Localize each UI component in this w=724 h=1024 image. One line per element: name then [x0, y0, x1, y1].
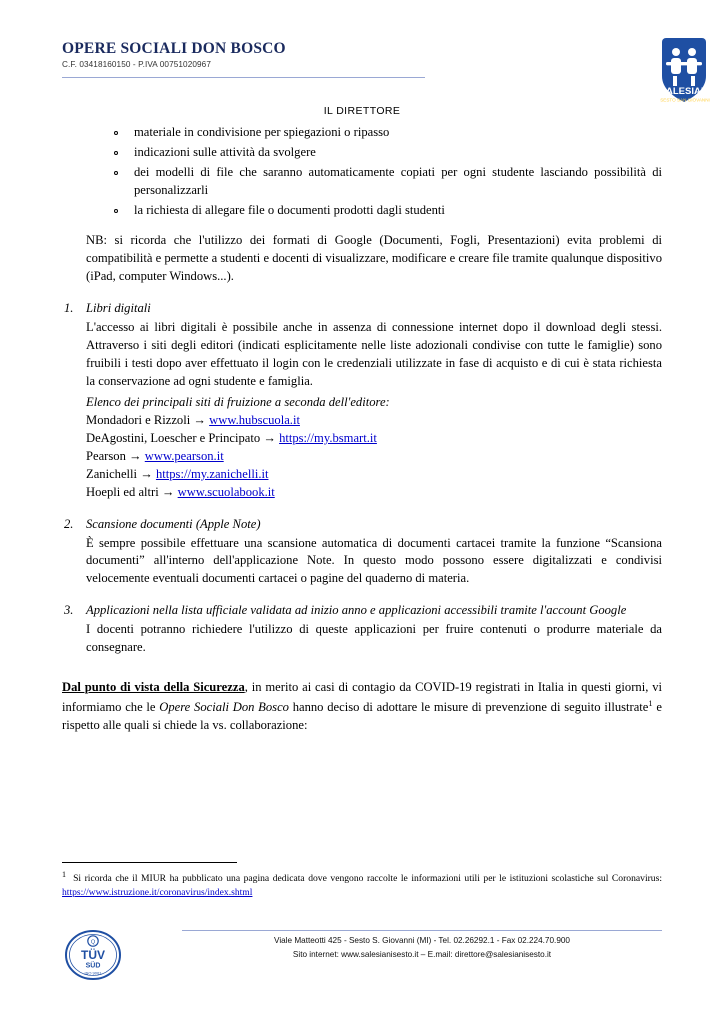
list-item: indicazioni sulle attività da svolgere: [134, 144, 662, 162]
svg-text:SALESIANI: SALESIANI: [659, 86, 711, 97]
editor-line: [86, 484, 662, 502]
editor-line: [86, 412, 662, 430]
section-body: I docenti potranno richiedere l'utilizzo di queste applicazioni per fruire contenuti o produrre materiale da consegnare.: [86, 622, 662, 654]
section-body: L'accesso ai libri digitali è possibile anche in assenza di connessione internet dopo il download degli stessi. Attraverso i siti degli editori (indicati esplicitamente nelle liste adozionali condivise con tutte le famiglie) sono fruibili i testi dopo aver effettuato il login con le credenziali utilizzate in fase di acquisto e di cui è stata richiesta la conservazione ad ogni studente e famiglia.: [86, 319, 662, 388]
editor-line: [86, 448, 662, 466]
security-text-2: hanno deciso di adottare le misure di prevenzione di seguito illustrate: [288, 699, 649, 714]
footnote-text: Si ricorda che il MIUR ha pubblicato una pagina dedicata dove vengono raccolte le informazioni utili per le istituzioni scolastiche sul Coronavirus:: [73, 873, 663, 885]
section-title: Libri digitali: [86, 301, 151, 315]
section-scansione-documenti: [62, 516, 662, 589]
footnote-link[interactable]: https://www.istruzione.it/coronavirus/index.shtml: [62, 886, 253, 898]
section-body: È sempre possibile effettuare una scansione automatica di documenti cartacei tramite la funzione “Scansiona documenti” all'interno dell'applicazione Note. In questo modo possono essere digitalizzati e condivisi velocemente eventuali documenti cartacei o pagine del quaderno di materia.: [86, 535, 662, 586]
footer-contact-info: [182, 934, 662, 963]
numbered-sections: [62, 300, 662, 657]
footer-site-prefix: Sito internet: www.salesianisesto.it – E.mail:: [292, 950, 455, 960]
editor-label: Pearson →: [86, 449, 145, 463]
editor-label: Zanichelli →: [86, 466, 156, 481]
footnote-marker: 1: [648, 697, 653, 708]
editor-list-intro: Elenco dei principali siti di fruizione a seconda dell'editore:: [86, 395, 390, 410]
security-text-1: , in merito ai casi di contagio da COVID-19 registrati in Italia in questi giorni, vi informiamo che le: [62, 679, 662, 714]
document-footer: [62, 928, 662, 980]
footer-web-line: [182, 948, 662, 962]
document-header: [62, 40, 662, 110]
footer-email-link[interactable]: direttore@salesianisesto.it: [454, 950, 552, 960]
svg-text:Q: Q: [90, 939, 96, 946]
section-title: Applicazioni nella lista ufficiale validata ad inizio anno e applicazioni accessibili tramite l'account Google: [86, 603, 627, 618]
security-heading: Dal punto di vista della Sicurezza: [62, 679, 245, 694]
document-body: [62, 124, 662, 747]
editor-line: [86, 466, 662, 484]
section-title: Scansione documenti (Apple Note): [86, 516, 261, 531]
editor-label: Hoepli ed altri →: [86, 484, 178, 499]
organization-tax-codes: C.F. 03418160150 - P.IVA 00751020967: [62, 60, 211, 69]
security-paragraph: [62, 679, 662, 735]
editor-line: [86, 430, 662, 448]
list-item: dei modelli di file che saranno automaticamente copiati per ogni studente lasciando possibilità di personalizzarli: [134, 164, 662, 200]
header-divider: [62, 77, 425, 78]
editor-label: Mondadori e Rizzoli →: [86, 413, 210, 428]
list-item: materiale in condivisione per spiegazioni o ripasso: [134, 124, 662, 142]
editor-label: DeAgostini, Loescher e Principato →: [86, 431, 280, 446]
footer-address-line: Viale Matteotti 425 - Sesto S. Giovanni (MI) - Tel. 02.26292.1 - Fax 02.224.70.900: [274, 936, 570, 945]
section-libri-digitali: [62, 300, 662, 502]
salesiani-logo-icon: [646, 36, 724, 108]
editor-link[interactable]: www.hubscuola.it: [209, 413, 300, 428]
page-title: IL DIRETTORE: [323, 105, 401, 117]
svg-text:SÜD: SÜD: [85, 962, 101, 970]
list-item: la richiesta di allegare file o documenti prodotti dagli studenti: [134, 202, 662, 220]
security-emphasis: Opere Sociali Don Bosco: [159, 699, 289, 714]
footnote-divider: [62, 862, 237, 863]
editor-link[interactable]: www.scuolabook.it: [177, 484, 275, 499]
editor-link[interactable]: https://my.bsmart.it: [279, 431, 377, 446]
bullet-list: [62, 124, 662, 219]
svg-text:TÜV: TÜV: [81, 948, 105, 962]
footnote: [62, 869, 662, 899]
footnote-number: 1: [62, 870, 66, 879]
nb-paragraph: NB: si ricorda che l'utilizzo dei formati di Google (Documenti, Fogli, Presentazioni) evita problemi di compatibilità e permette a studenti e docenti di visualizzare, modificare e creare file tramite qualunque dispositivo (iPad, computer Windows...).: [86, 233, 662, 284]
section-applicazioni: [62, 602, 662, 657]
footer-divider: [182, 930, 662, 931]
security-text-3: e rispetto alle quali si chiede la vs. collaborazione:: [62, 699, 662, 732]
tuv-certification-icon: [62, 928, 124, 982]
editor-link[interactable]: https://my.zanichelli.it: [155, 466, 269, 481]
svg-text:ISO 9001: ISO 9001: [84, 970, 102, 976]
editor-link[interactable]: www.pearson.it: [144, 449, 224, 463]
organization-name: OPERE SOCIALI DON BOSCO: [62, 40, 286, 57]
svg-text:SESTO SAN GIOVANNI: SESTO SAN GIOVANNI: [660, 97, 710, 103]
